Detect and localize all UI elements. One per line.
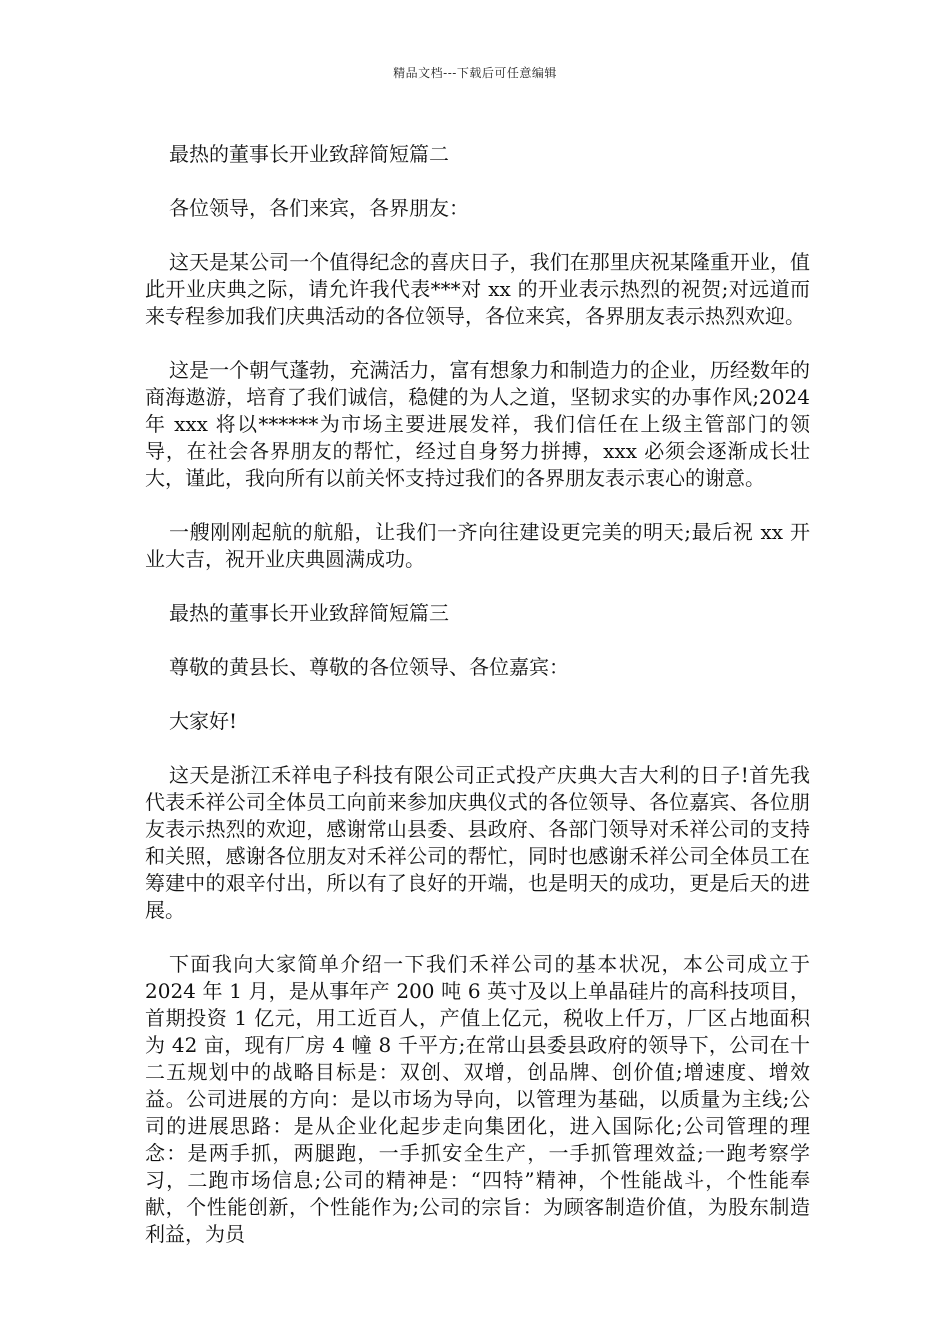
section-title-2: 最热的董事长开业致辞简短篇二 (169, 142, 449, 166)
page-header: 精品文档---下载后可任意编辑 (393, 66, 557, 80)
greeting-paragraph: 大家好! (169, 709, 238, 733)
body-paragraph: 这天是某公司一个值得纪念的喜庆日子，我们在那里庆祝某隆重开业，值此开业庆典之际，请允许我代表***对 xx 的开业表示热烈的祝贺;对远道而来专程参加我们庆典活动的各位领导，各位来宾，各界朋友表示热烈欢迎。 (145, 250, 810, 328)
salutation-paragraph: 各位领导，各们来宾，各界朋友： (169, 196, 469, 220)
body-paragraph: 下面我向大家简单介绍一下我们禾祥公司的基本状况，本公司成立于 2024 年 1 月，是从事年产 200 吨 6 英寸及以上单晶硅片的高科技项目，首期投资 1 亿元，用工近百人，产值上亿元，税收上仟万，厂区占地面积为 42 亩，现有厂房 4 幢 8 千平方;在常山县委县政府的领导下，公司在十二五规划中的战略目标是：双创、双增，创品牌、创价值;增速度、增效益。公司进展的方向：是以市场为导向，以管理为基础，以质量为主线;公司的进展思路：是从企业化起步走向集团化，进入国际化;公司管理的理念：是两手抓，两腿跑，一手抓安全生产，一手抓管理效益;一跑考察学习，二跑市场信息;公司的精神是：“四特”精神，个性能战斗，个性能奉献，个性能创新，个性能作为;公司的宗旨：为顾客制造价值，为股东制造利益，为员 (145, 952, 810, 1246)
body-paragraph: 一艘刚刚起航的航船，让我们一齐向往建设更完美的明天;最后祝 xx 开业大吉，祝开业庆典圆满成功。 (145, 520, 810, 571)
body-paragraph: 这天是浙江禾祥电子科技有限公司正式投产庆典大吉大利的日子!首先我代表禾祥公司全体员工向前来参加庆典仪式的各位领导、各位嘉宾、各位朋友表示热烈的欢迎，感谢常山县委、县政府、各部门领导对禾祥公司的支持和关照，感谢各位朋友对禾祥公司的帮忙，同时也感谢禾祥公司全体员工在筹建中的艰辛付出，所以有了良好的开端，也是明天的成功，更是后天的进展。 (145, 763, 810, 922)
body-paragraph: 这是一个朝气蓬勃，充满活力，富有想象力和制造力的企业，历经数年的商海遨游，培育了我们诚信，稳健的为人之道，坚韧求实的办事作风;2024 年 xxx 将以******为市场主要进展发祥，我们信任在上级主管部门的领导，在社会各界朋友的帮忙，经过自身努力拼搏，xxx 必须会逐渐成长壮大，谨此，我向所有以前关怀支持过我们的各界朋友表示衷心的谢意。 (145, 358, 810, 490)
salutation-paragraph: 尊敬的黄县长、尊敬的各位领导、各位嘉宾： (169, 655, 569, 679)
document-body (145, 141, 810, 1275)
section-title-3: 最热的董事长开业致辞简短篇三 (169, 601, 449, 625)
